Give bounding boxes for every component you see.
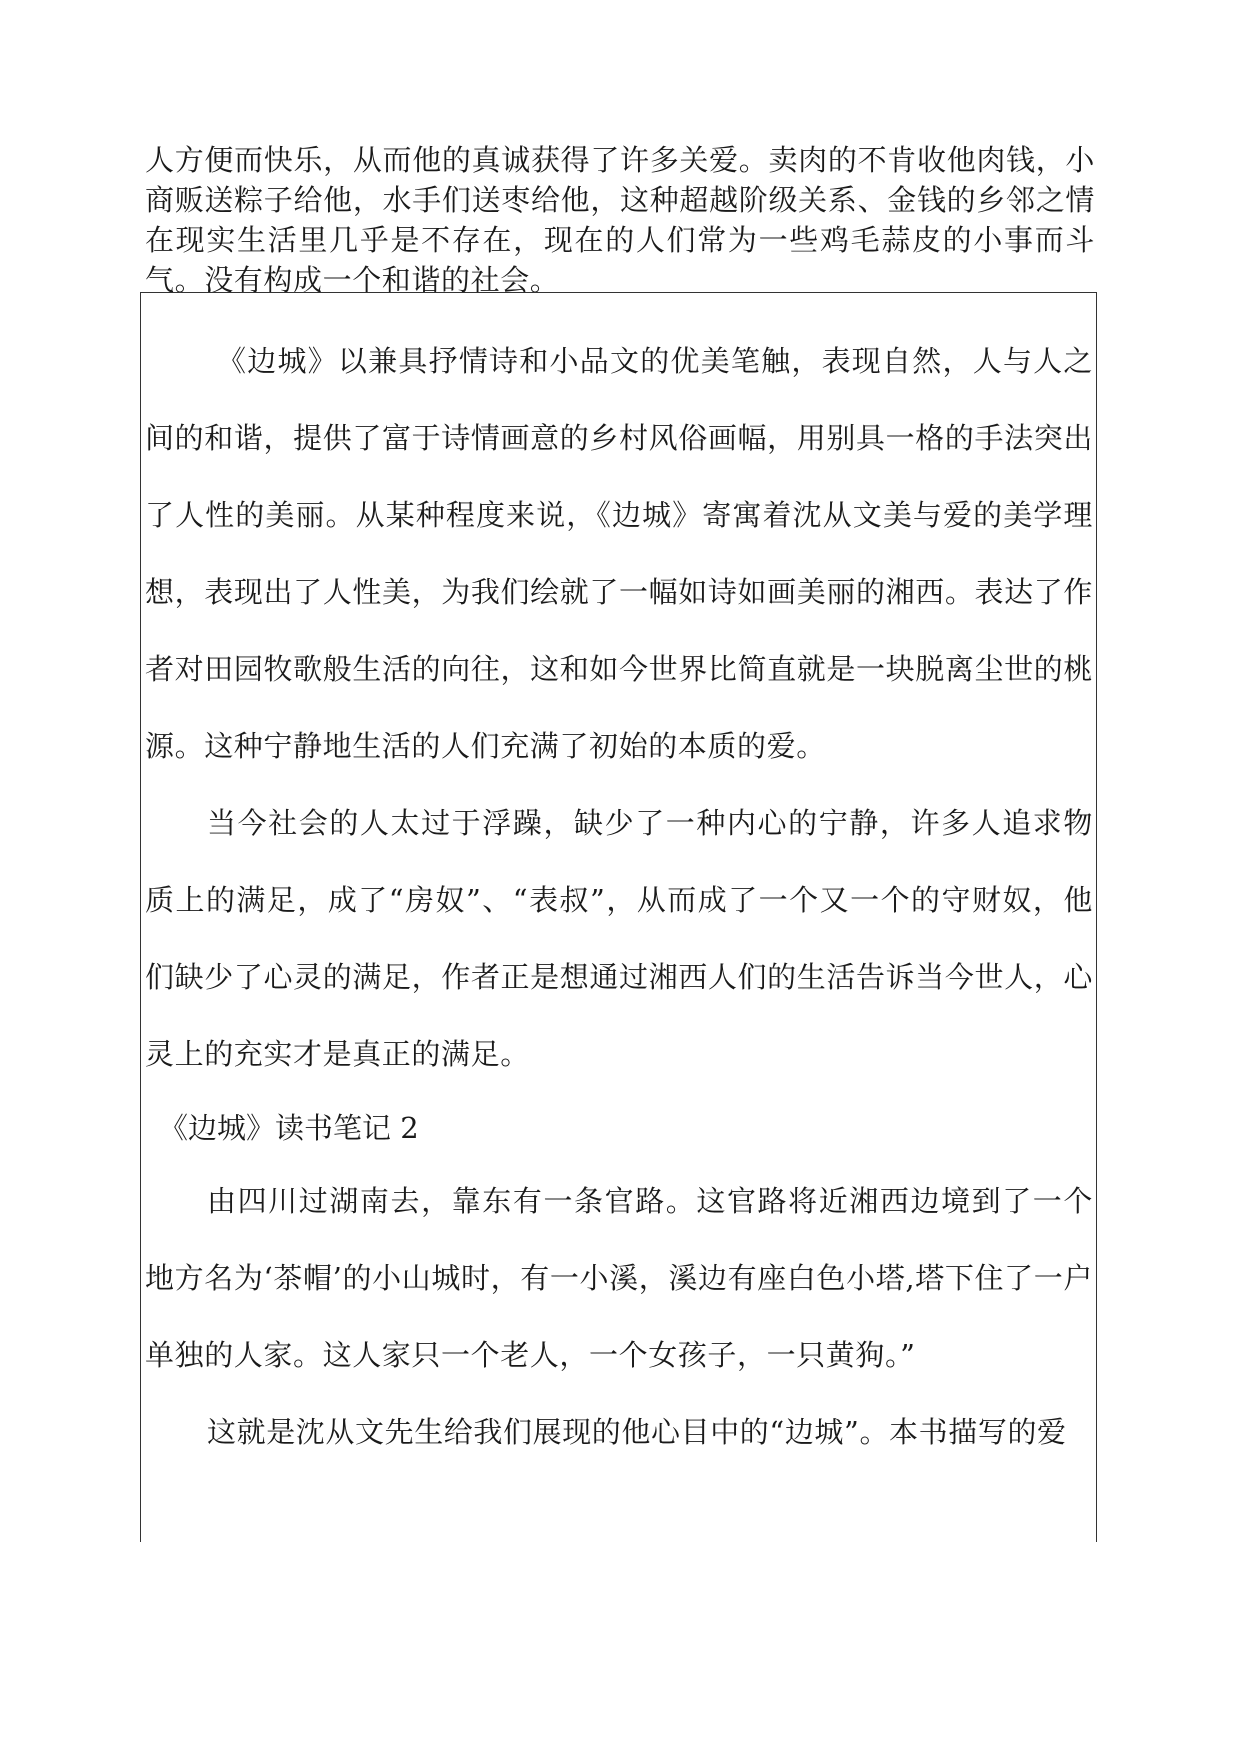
- bordered-text-box: [140, 292, 1097, 1542]
- intro-paragraph: 人方便而快乐，从而他的真诚获得了许多关爱。卖肉的不肯收他肉钱，小商贩送粽子给他，水手们送枣给他，这种超越阶级关系、金钱的乡邻之情在现实生活里几乎是不存在，现在的人们常为一些鸡毛蒜皮的小事而斗气。没有构成一个和谐的社会。: [145, 143, 1095, 297]
- box-content: [145, 323, 1093, 1471]
- paragraph-1: 《边城》以兼具抒情诗和小品文的优美笔触，表现自然，人与人之间的和谐，提供了富于诗情画意的乡村风俗画幅，用别具一格的手法突出了人性的美丽。从某种程度来说，《边城》寄寓着沈从文美与爱的美学理想，表现出了人性美，为我们绘就了一幅如诗如画美丽的湘西。表达了作者对田园牧歌般生活的向往，这和如今世界比简直就是一块脱离尘世的桃源。这种宁静地生活的人们充满了初始的本质的爱。: [145, 344, 1093, 763]
- paragraph-3: 由四川过湖南去，靠东有一条官路。这官路将近湘西边境到了一个地方名为‘茶帽’的小山城时，有一小溪，溪边有座白色小塔,塔下住了一户单独的人家。这人家只一个老人，一个女孩子，一只黄狗。”: [145, 1184, 1093, 1372]
- paragraph-4: 这就是沈从文先生给我们展现的他心目中的“边城”。本书描写的爱: [207, 1415, 1067, 1449]
- paragraph-2: 当今社会的人太过于浮躁，缺少了一种内心的宁静，许多人追求物质上的满足，成了“房奴”、“表叔”，从而成了一个又一个的守财奴，他们缺少了心灵的满足，作者正是想通过湘西人们的生活告诉当今世人，心灵上的充实才是真正的满足。: [145, 806, 1093, 1071]
- section-heading: 《边城》读书笔记 2: [159, 1111, 419, 1145]
